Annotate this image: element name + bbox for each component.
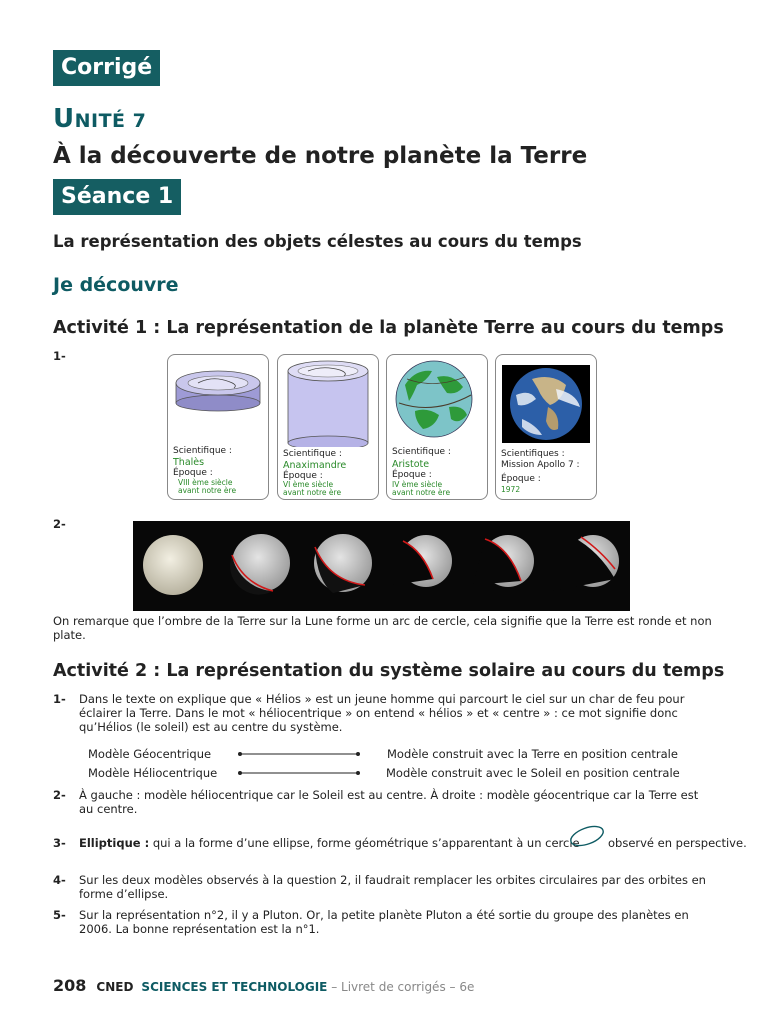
page-footer bbox=[53, 976, 474, 995]
card-scientist-name: Aristote bbox=[392, 459, 430, 470]
unit-prefix: U bbox=[53, 104, 75, 134]
card-scientist-name: Mission Apollo 7 : bbox=[501, 460, 580, 470]
globe-illustration bbox=[387, 355, 487, 445]
grade-level: 6e bbox=[459, 980, 475, 994]
match-right-item: Modèle construit avec le Soleil en position centrale bbox=[386, 766, 680, 780]
card-label-scientist: Scientifique : bbox=[173, 446, 232, 456]
card-scientist-name: Anaximandre bbox=[283, 460, 347, 471]
unit-title bbox=[53, 104, 146, 134]
match-right-item: Modèle construit avec la Terre en position centrale bbox=[387, 747, 678, 761]
card-label-epoch: Époque : bbox=[501, 474, 541, 484]
question-number: 1- bbox=[53, 692, 66, 706]
answer-text: Sur la représentation n°2, il y a Pluton. Or, la petite planète Pluton a été sortie du groupe des planètes en 2006. La bonne représentation est la n°1. bbox=[79, 908, 689, 936]
unit-rest: NITÉ 7 bbox=[74, 110, 147, 132]
card-label-scientist: Scientifiques : bbox=[501, 449, 565, 459]
publisher-name: CNED bbox=[96, 980, 134, 994]
seance-subtitle: La représentation des objets célestes au cours du temps bbox=[53, 232, 582, 251]
card-thales bbox=[167, 354, 269, 500]
card-epoch-line2: avant notre ère bbox=[392, 488, 451, 497]
corrige-badge: Corrigé bbox=[53, 50, 160, 86]
card-epoch-line2: avant notre ère bbox=[178, 486, 237, 495]
card-label-scientist: Scientifique : bbox=[283, 449, 342, 459]
card-scientist-name: Thalès bbox=[173, 457, 205, 468]
question-number: 2- bbox=[53, 788, 66, 802]
question-number: 1- bbox=[53, 349, 66, 363]
ellipse-icon bbox=[567, 822, 607, 850]
match-left-item: Modèle Héliocentrique bbox=[88, 766, 218, 780]
seance-badge: Séance 1 bbox=[53, 179, 181, 215]
footer-text: – Livret de corrigés – bbox=[327, 980, 460, 994]
card-label-epoch: Époque : bbox=[392, 470, 432, 480]
lunar-eclipse-photo-strip bbox=[133, 521, 630, 611]
answer-text: À gauche : modèle héliocentrique car le Soleil est au centre. À droite : modèle géocentrique car la Terre est au centre. bbox=[79, 788, 699, 816]
match-connector-lines bbox=[234, 748, 366, 778]
card-label-epoch: Époque : bbox=[283, 471, 323, 481]
section-heading: Je découvre bbox=[53, 274, 179, 296]
page-number: 208 bbox=[53, 976, 87, 995]
question-number: 3- bbox=[53, 836, 66, 850]
page-title: À la découverte de notre planète la Terre bbox=[53, 143, 588, 169]
definition-text: qui a la forme d’une ellipse, forme géométrique s’apparentant à un cercle bbox=[149, 836, 580, 850]
card-label-epoch: Époque : bbox=[173, 468, 213, 478]
lunar-eclipse-sequence bbox=[133, 521, 630, 611]
question-number: 4- bbox=[53, 873, 66, 887]
eclipse-remark: On remarque que l’ombre de la Terre sur la Lune forme un arc de cercle, cela signifie que la Terre est ronde et non plate. bbox=[53, 614, 712, 642]
card-label-scientist: Scientifique : bbox=[392, 447, 451, 457]
match-left-item: Modèle Géocentrique bbox=[88, 747, 212, 761]
subject-name: SCIENCES ET TECHNOLOGIE bbox=[141, 980, 328, 994]
cylinder-earth-illustration bbox=[278, 355, 378, 447]
card-epoch-line1: VIII ème siècle bbox=[178, 478, 233, 487]
card-aristote bbox=[386, 354, 488, 500]
card-epoch-line2: avant notre ère bbox=[283, 488, 342, 497]
question-number: 2- bbox=[53, 517, 66, 531]
card-apollo bbox=[495, 354, 597, 500]
card-epoch-line1: VI ème siècle bbox=[283, 480, 334, 489]
card-epoch-line1: IV ème siècle bbox=[392, 480, 443, 489]
answer-text bbox=[79, 836, 580, 850]
activity2-title: Activité 2 : La représentation du système solaire au cours du temps bbox=[53, 661, 725, 681]
activity1-title: Activité 1 : La représentation de la planète Terre au cours du temps bbox=[53, 318, 724, 338]
card-epoch-line1: 1972 bbox=[501, 485, 521, 494]
earth-photo-illustration bbox=[496, 355, 596, 445]
flat-disc-earth-illustration bbox=[168, 355, 268, 445]
question-number: 5- bbox=[53, 908, 66, 922]
card-anaximandre bbox=[277, 354, 379, 500]
definition-continued: observé en perspective. bbox=[608, 836, 747, 850]
answer-text: Sur les deux modèles observés à la question 2, il faudrait remplacer les orbites circulaires par des orbites en forme d’ellipse. bbox=[79, 873, 706, 901]
term-bold: Elliptique : bbox=[79, 836, 150, 850]
answer-text: Dans le texte on explique que « Hélios » est un jeune homme qui parcourt le ciel sur un char de feu pour éclairer la Terre. Dans le mot « héliocentrique » on entend « hélios » et « centre » : ce mot signifie donc qu’Hélios (le soleil) est au centre du système. bbox=[79, 692, 685, 734]
